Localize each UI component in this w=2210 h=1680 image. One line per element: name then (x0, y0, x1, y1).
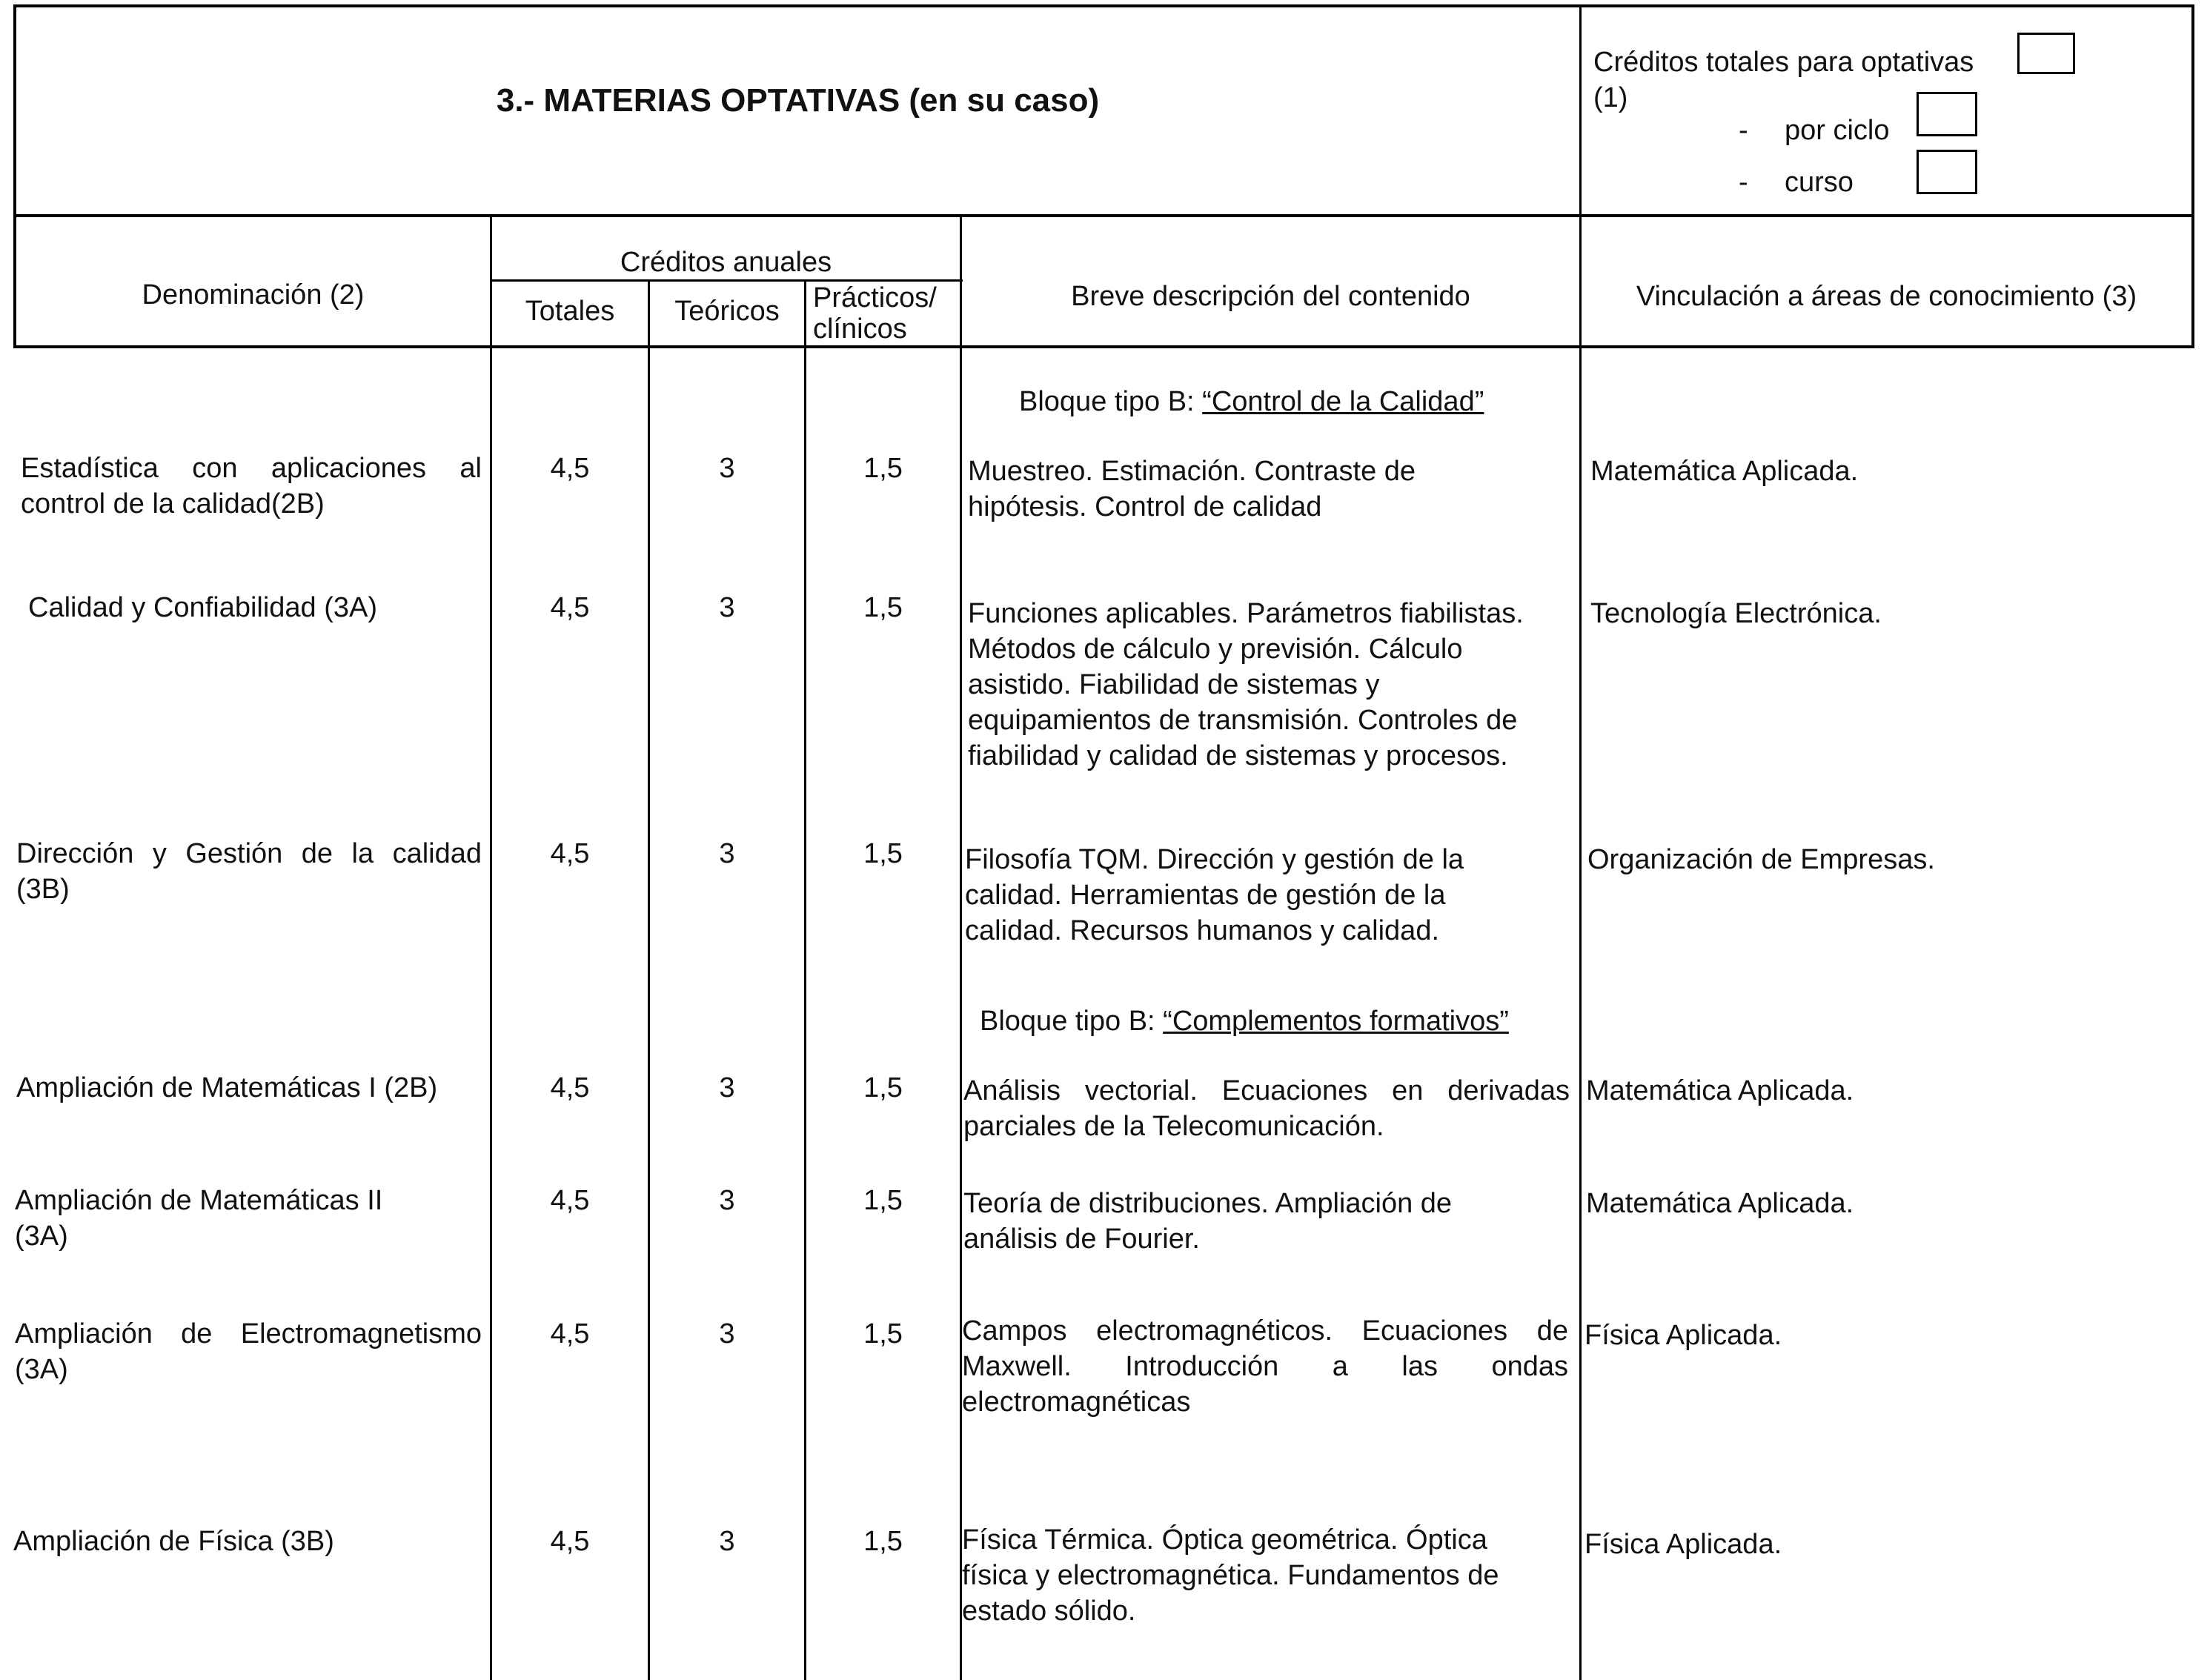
col-divider-4 (960, 216, 962, 1680)
row-practicos: 1,5 (863, 838, 903, 869)
row-teoricos: 3 (719, 1185, 735, 1216)
row-name: Calidad y Confiabilidad (3A) (28, 592, 378, 623)
row-area: Tecnología Electrónica. (1590, 598, 1882, 629)
row-totales: 4,5 (550, 1072, 590, 1103)
block-heading-control-calidad (1019, 384, 1484, 419)
col-header-denominacion: Denominación (2) (142, 279, 365, 311)
creditos-totales-label: Créditos totales para optativas (1) (1593, 47, 1974, 113)
creditos-totales-box (2017, 33, 2075, 74)
row-practicos: 1,5 (863, 1526, 903, 1557)
row-teoricos: 3 (719, 1072, 735, 1103)
col-divider-1 (490, 216, 492, 1680)
row-totales: 4,5 (550, 453, 590, 484)
col-divider-5 (1579, 4, 1582, 1680)
row-name: Estadística con aplicaciones al control de la calidad(2B) (21, 453, 482, 519)
row-teoricos: 3 (719, 838, 735, 869)
row-totales: 4,5 (550, 1526, 590, 1557)
col-header-creditos-anuales: Créditos anuales (620, 247, 832, 278)
header-separator (13, 214, 2194, 217)
block-prefix: Bloque tipo B: (1019, 386, 1203, 417)
section-title: 3.- MATERIAS OPTATIVAS (en su caso) (496, 82, 1100, 119)
row-teoricos: 3 (719, 1526, 735, 1557)
col-header-descripcion: Breve descripción del contenido (1071, 281, 1470, 312)
curso-label: curso (1785, 167, 1854, 198)
block-name: “Control de la Calidad” (1202, 386, 1484, 417)
row-name: Dirección y Gestión de la calidad (3B) (16, 838, 482, 905)
row-descripcion: Campos electromagnéticos. Ecuaciones de Maxwell. Introducción a las ondas electromagnéticas (962, 1315, 1568, 1418)
row-practicos: 1,5 (863, 592, 903, 623)
col-header-teoricos: Teóricos (674, 296, 780, 327)
row-name: Ampliación de Matemáticas I (2B) (16, 1072, 438, 1103)
row-area: Organización de Empresas. (1587, 844, 1935, 875)
row-area: Matemática Aplicada. (1586, 1188, 1854, 1219)
row-area: Matemática Aplicada. (1590, 456, 1859, 487)
row-descripcion: Funciones aplicables. Parámetros fiabilistas. Métodos de cálculo y previsión. Cálculo asistido. Fiabilidad de sistemas y equipamientos de transmisión. Controles de fiabilidad y calidad de sistemas y procesos. (968, 598, 1524, 771)
row-totales: 4,5 (550, 838, 590, 869)
row-practicos: 1,5 (863, 1072, 903, 1103)
col-divider-3 (804, 280, 806, 1680)
curso-dash: - (1739, 167, 1748, 198)
row-totales: 4,5 (550, 1318, 590, 1349)
por-ciclo-box (1917, 92, 1977, 136)
row-name: Ampliación de Electromagnetismo (3A) (15, 1318, 482, 1385)
row-area: Física Aplicada. (1585, 1320, 1782, 1351)
row-descripcion: Filosofía TQM. Dirección y gestión de la calidad. Herramientas de gestión de la calidad. Recursos humanos y calidad. (965, 844, 1464, 946)
col-header-totales: Totales (525, 296, 615, 327)
row-descripcion: Análisis vectorial. Ecuaciones en derivadas parciales de la Telecomunicación. (963, 1075, 1570, 1142)
row-name: Ampliación de Matemáticas II (3A) (15, 1185, 383, 1252)
row-descripcion: Muestreo. Estimación. Contraste de hipótesis. Control de calidad (968, 456, 1416, 522)
block-heading-complementos (980, 1003, 1509, 1039)
row-area: Física Aplicada. (1585, 1529, 1782, 1560)
row-name: Ampliación de Física (3B) (13, 1526, 334, 1557)
row-descripcion: Teoría de distribuciones. Ampliación de análisis de Fourier. (963, 1188, 1453, 1255)
table-border-right (2191, 4, 2194, 348)
col-divider-2 (648, 280, 650, 1680)
row-teoricos: 3 (719, 1318, 735, 1349)
row-descripcion: Física Térmica. Óptica geométrica. Óptica física y electromagnética. Fundamentos de estado sólido. (962, 1524, 1499, 1627)
row-totales: 4,5 (550, 1185, 590, 1216)
col-header-vinculacion: Vinculación a áreas de conocimiento (3) (1636, 281, 2137, 312)
col-header-clinicos: clínicos (813, 313, 907, 345)
column-header-bottom (13, 345, 2194, 348)
row-practicos: 1,5 (863, 1318, 903, 1349)
col-header-practicos: Prácticos/ (813, 282, 937, 313)
row-practicos: 1,5 (863, 453, 903, 484)
row-area: Matemática Aplicada. (1586, 1075, 1854, 1106)
block-name: “Complementos formativos” (1163, 1006, 1509, 1037)
row-totales: 4,5 (550, 592, 590, 623)
row-teoricos: 3 (719, 592, 735, 623)
row-practicos: 1,5 (863, 1185, 903, 1216)
por-ciclo-label: por ciclo (1785, 115, 1890, 146)
block-prefix: Bloque tipo B: (980, 1006, 1164, 1037)
curso-box (1917, 150, 1977, 194)
por-ciclo-dash: - (1739, 115, 1748, 146)
table-border-top (13, 4, 2194, 7)
row-teoricos: 3 (719, 453, 735, 484)
